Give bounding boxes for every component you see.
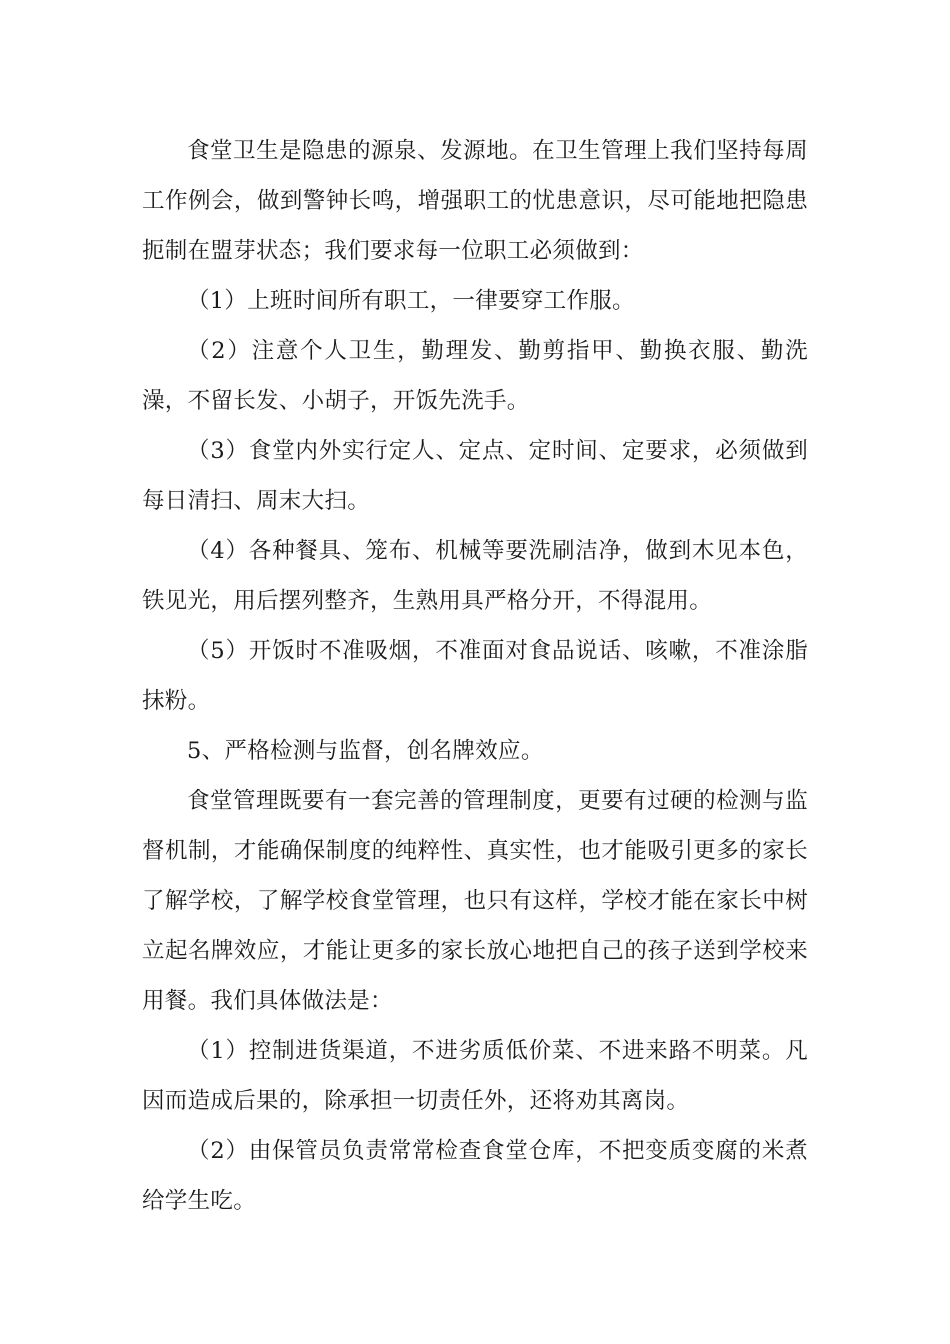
paragraph-measure-2: （2）由保管员负责常常检查食堂仓库，不把变质变腐的米煮给学生吃。 (142, 1138, 808, 1214)
paragraph-measure-1: （1）控制进货渠道，不进劣质低价菜、不进来路不明菜。凡因而造成后果的，除承担一切责任外，还将劝其离岗。 (142, 1038, 808, 1114)
paragraph-rule-1: （1）上班时间所有职工，一律要穿工作服。 (187, 288, 635, 314)
section-heading-5: 5、严格检测与监督，创名牌效应。 (187, 738, 544, 764)
paragraph-hygiene-intro: 食堂卫生是隐患的源泉、发源地。在卫生管理上我们坚持每周工作例会，做到警钟长鸣，增强职工的忧患意识，尽可能地把隐患扼制在盟芽状态；我们要求每一位职工必须做到： (142, 138, 808, 264)
paragraph-rule-3: （3）食堂内外实行定人、定点、定时间、定要求，必须做到每日清扫、周末大扫。 (142, 438, 808, 514)
paragraph-rule-5: （5）开饭时不准吸烟，不准面对食品说话、咳嗽，不准涂脂抹粉。 (142, 638, 808, 714)
paragraph-rule-2: （2）注意个人卫生，勤理发、勤剪指甲、勤换衣服、勤洗澡，不留长发、小胡子，开饭先洗手。 (142, 338, 808, 414)
document-body (142, 126, 808, 1226)
paragraph-supervision-intro: 食堂管理既要有一套完善的管理制度，更要有过硬的检测与监督机制，才能确保制度的纯粹性、真实性，也才能吸引更多的家长了解学校，了解学校食堂管理，也只有这样，学校才能在家长中树立起名牌效应，才能让更多的家长放心地把自己的孩子送到学校来用餐。我们具体做法是： (142, 788, 808, 1014)
paragraph-rule-4: （4）各种餐具、笼布、机械等要洗刷洁净，做到木见本色，铁见光，用后摆列整齐，生熟用具严格分开，不得混用。 (142, 538, 808, 614)
